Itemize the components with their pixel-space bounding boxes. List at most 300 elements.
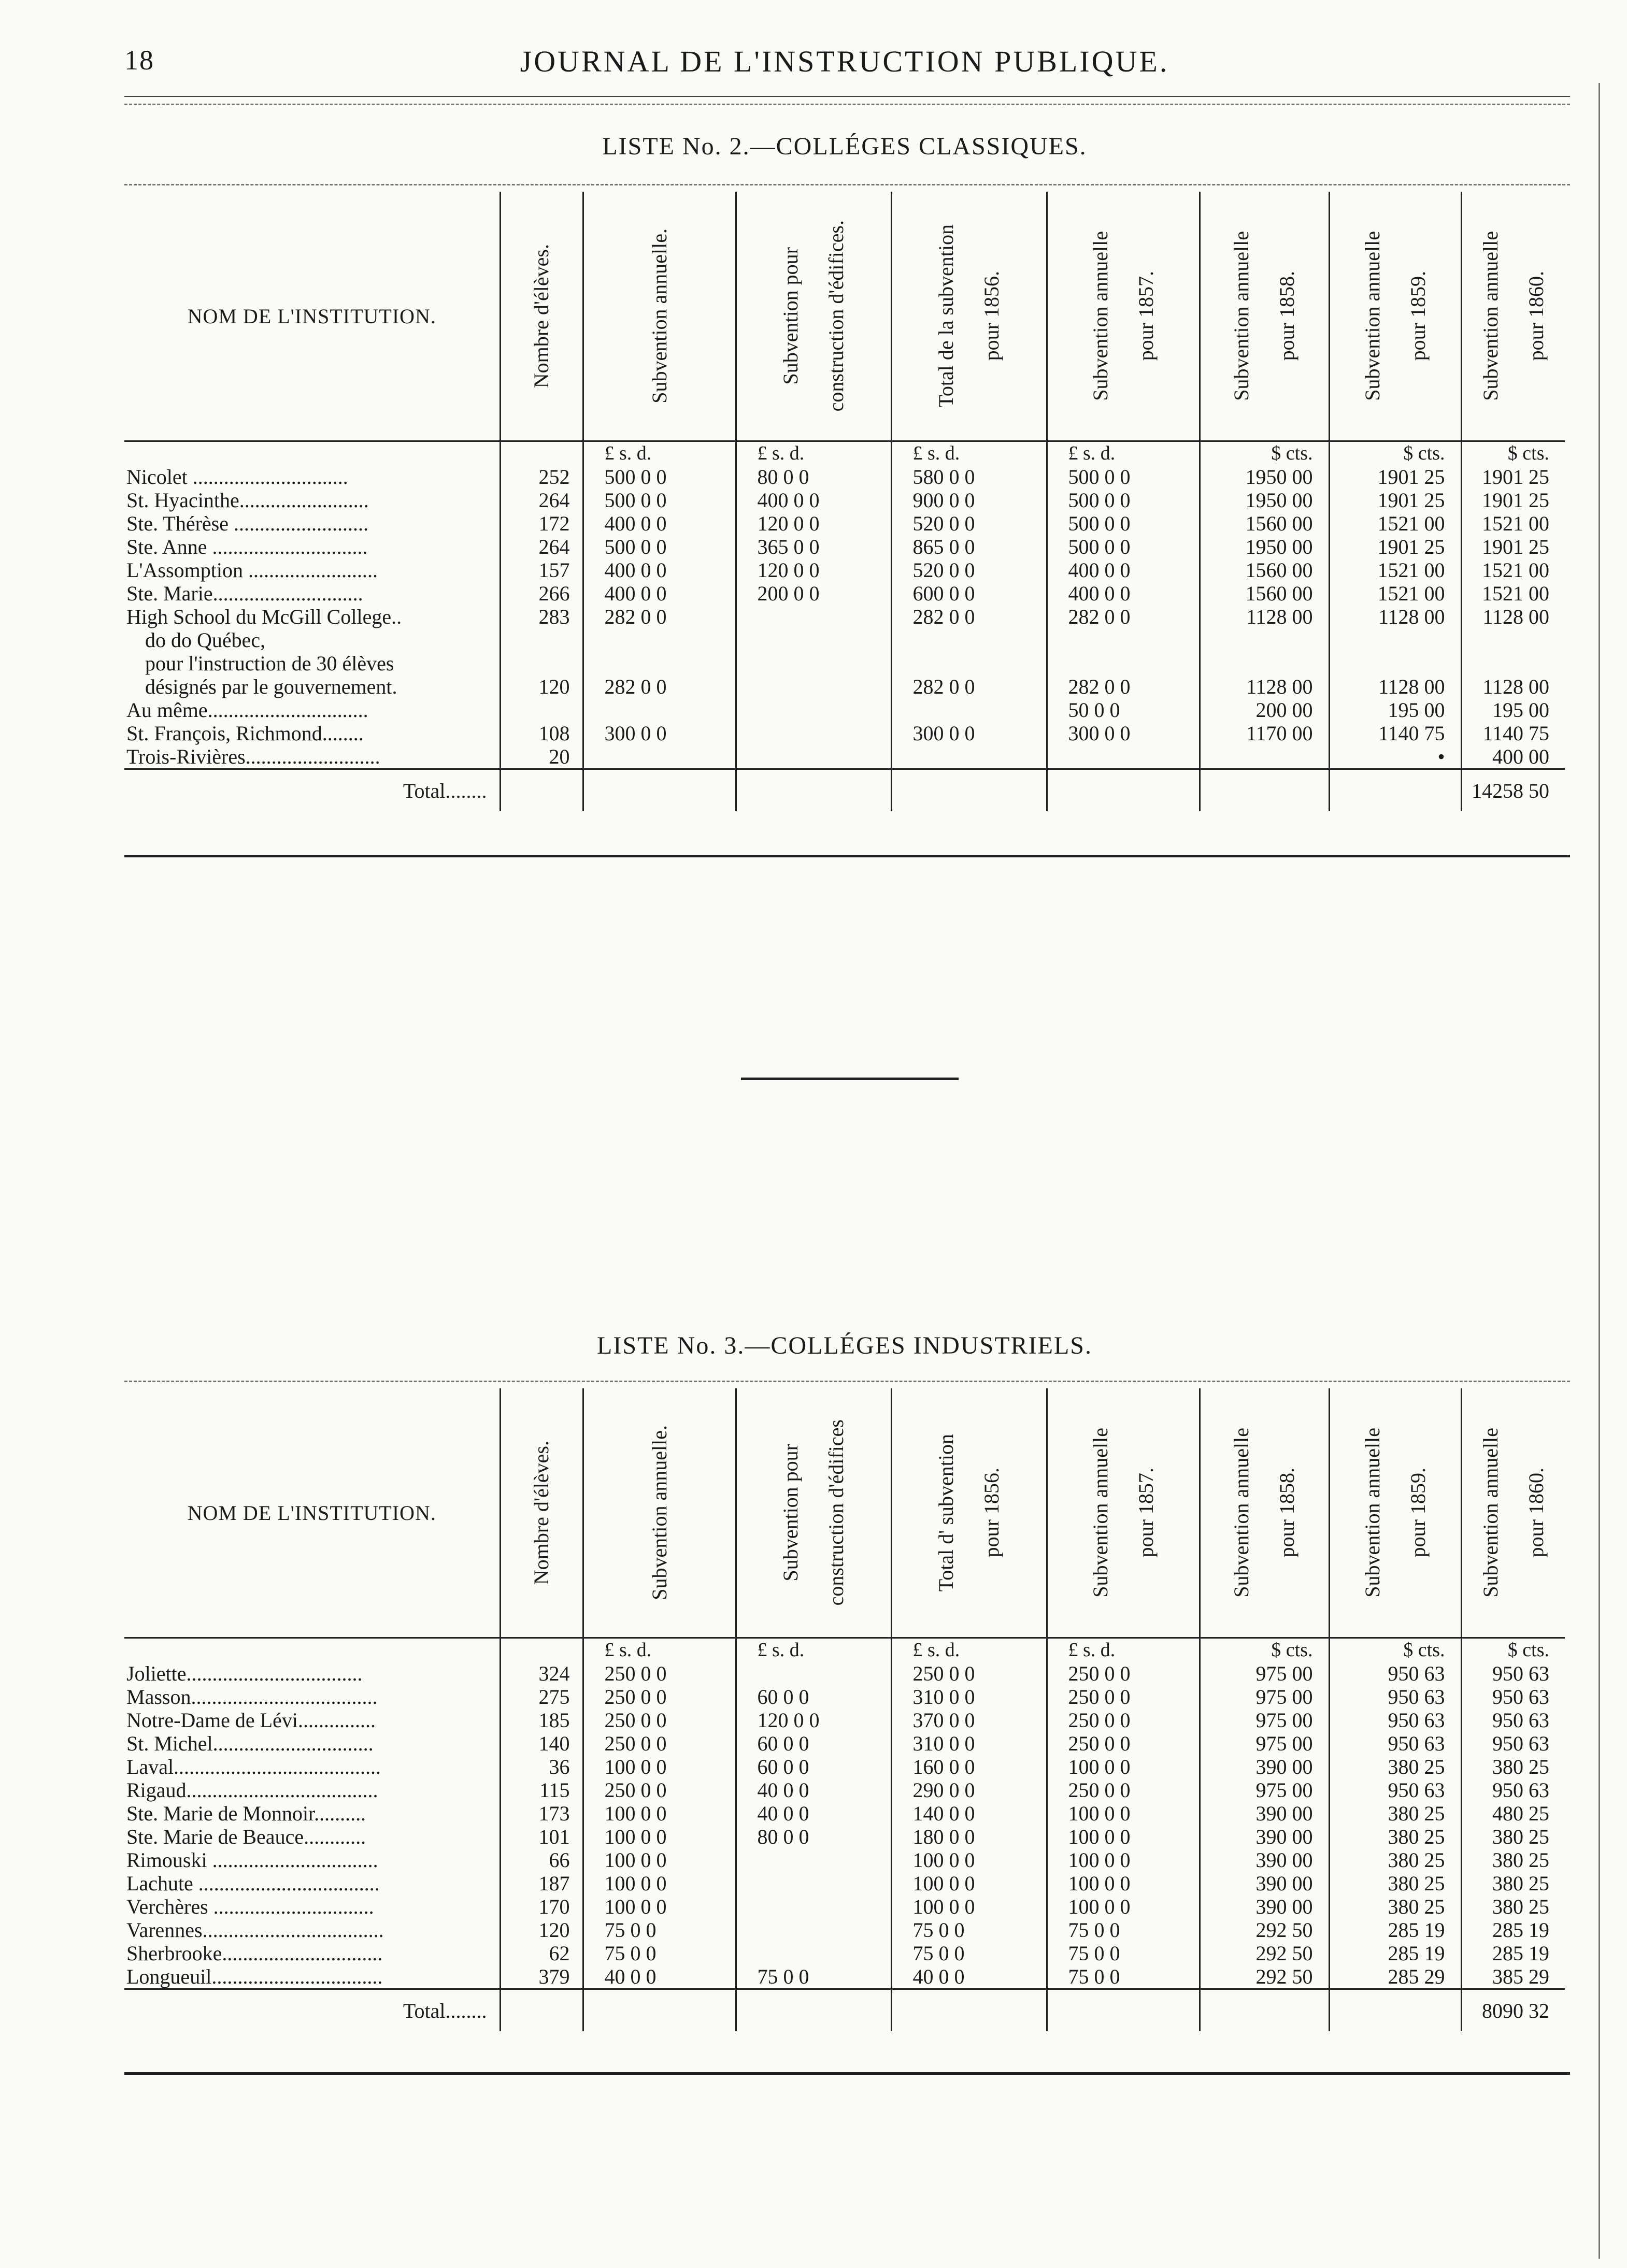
subvention-value: 100 0 0 bbox=[583, 1872, 736, 1895]
subvention-1857-value: 100 0 0 bbox=[1047, 1802, 1200, 1825]
subvention-1857-value: 250 0 0 bbox=[1047, 1662, 1200, 1685]
institution-name: Rigaud..................................... bbox=[126, 1778, 378, 1802]
list3-unit-1858: $ cts. bbox=[1200, 1638, 1329, 1662]
subvention-1858-value: 975 00 bbox=[1200, 1778, 1329, 1802]
list2-rule-bottom bbox=[124, 855, 1570, 857]
eleves-value: 264 bbox=[500, 489, 583, 512]
total-value: 180 0 0 bbox=[891, 1825, 1047, 1848]
construction-value bbox=[736, 628, 891, 652]
list3-header-1857-1: Subvention annuelle bbox=[1088, 1428, 1112, 1598]
table-row bbox=[124, 1778, 1565, 1802]
list2-title: LISTE No. 2.—COLLÉGES CLASSIQUES. bbox=[602, 133, 1087, 160]
subvention-value bbox=[583, 628, 736, 652]
subvention-1859-value: 1521 00 bbox=[1329, 558, 1461, 582]
table-row bbox=[124, 1709, 1565, 1732]
subvention-1857-value: 282 0 0 bbox=[1047, 605, 1200, 628]
list2-units-row bbox=[124, 441, 1565, 466]
subvention-value: 100 0 0 bbox=[583, 1802, 736, 1825]
subvention-1858-value: 1560 00 bbox=[1200, 558, 1329, 582]
list3-unit-construction: £ s. d. bbox=[736, 1638, 891, 1662]
eleves-value: 266 bbox=[500, 582, 583, 605]
subvention-1858-value: 292 50 bbox=[1200, 1942, 1329, 1965]
construction-value bbox=[736, 1848, 891, 1872]
construction-value bbox=[736, 1895, 891, 1918]
list3-rule-bottom bbox=[124, 2072, 1570, 2075]
list2-header-1860-2: pour 1860. bbox=[1524, 271, 1548, 361]
list2-unit-construction: £ s. d. bbox=[736, 441, 891, 466]
subvention-1860-value: 380 25 bbox=[1461, 1825, 1565, 1848]
subvention-1859-value: 950 63 bbox=[1329, 1709, 1461, 1732]
institution-name: pour l'instruction de 30 élèves bbox=[145, 652, 394, 675]
institution-name: St. Michel............................... bbox=[126, 1732, 374, 1755]
list2-header-1859-1: Subvention annuelle bbox=[1360, 231, 1384, 401]
eleves-value: 173 bbox=[500, 1802, 583, 1825]
subvention-1858-value: 1128 00 bbox=[1200, 675, 1329, 698]
header-rule-dash bbox=[124, 104, 1570, 105]
subvention-1859-value bbox=[1329, 652, 1461, 675]
journal-title: JOURNAL DE L'INSTRUCTION PUBLIQUE. bbox=[520, 45, 1169, 78]
subvention-1859-value: 285 29 bbox=[1329, 1965, 1461, 1989]
subvention-1858-value bbox=[1200, 745, 1329, 769]
table-row bbox=[124, 628, 1565, 652]
list2-header-1857-2: pour 1857. bbox=[1134, 271, 1158, 361]
construction-value bbox=[736, 1942, 891, 1965]
total-value bbox=[891, 652, 1047, 675]
section-separator bbox=[741, 1078, 959, 1080]
page-header bbox=[124, 44, 1565, 80]
subvention-1860-value: 285 19 bbox=[1461, 1918, 1565, 1942]
subvention-1858-value: 975 00 bbox=[1200, 1709, 1329, 1732]
list2-total-row bbox=[124, 769, 1565, 812]
header-rule-top bbox=[124, 96, 1570, 97]
subvention-1857-value bbox=[1047, 745, 1200, 769]
eleves-value: 283 bbox=[500, 605, 583, 628]
subvention-1860-value: 480 25 bbox=[1461, 1802, 1565, 1825]
institution-name: Longueuil................................. bbox=[126, 1965, 383, 1988]
list3-header-construction-2: construction d'édifices bbox=[824, 1419, 848, 1606]
institution-name: High School du McGill College.. bbox=[126, 605, 402, 628]
list2-unit-subvention: £ s. d. bbox=[583, 441, 736, 466]
subvention-1859-value: 380 25 bbox=[1329, 1895, 1461, 1918]
subvention-1859-value: 380 25 bbox=[1329, 1802, 1461, 1825]
list2-unit-total: £ s. d. bbox=[891, 441, 1047, 466]
eleves-value: 108 bbox=[500, 722, 583, 745]
list3-header-total-1: Total d' subvention bbox=[934, 1433, 958, 1592]
institution-name: Verchères ............................... bbox=[126, 1895, 374, 1918]
subvention-1857-value: 250 0 0 bbox=[1047, 1732, 1200, 1755]
list2-header-construction-1: Subvention pour bbox=[779, 247, 802, 385]
list2-header-construction-2: construction d'édifices. bbox=[824, 220, 848, 412]
eleves-value: 252 bbox=[500, 465, 583, 489]
list3-header-1860-1: Subvention annuelle bbox=[1478, 1428, 1502, 1598]
construction-value: 75 0 0 bbox=[736, 1965, 891, 1989]
subvention-1859-value: 380 25 bbox=[1329, 1848, 1461, 1872]
table-row bbox=[124, 535, 1565, 558]
subvention-1858-value: 390 00 bbox=[1200, 1848, 1329, 1872]
subvention-1860-value: 950 63 bbox=[1461, 1662, 1565, 1685]
subvention-1857-value: 250 0 0 bbox=[1047, 1709, 1200, 1732]
subvention-1858-value: 390 00 bbox=[1200, 1802, 1329, 1825]
institution-name: Notre-Dame de Lévi............... bbox=[126, 1709, 376, 1732]
subvention-value: 400 0 0 bbox=[583, 558, 736, 582]
list3-header-subvention: Subvention annuelle. bbox=[647, 1425, 671, 1600]
construction-value: 400 0 0 bbox=[736, 489, 891, 512]
construction-value: 40 0 0 bbox=[736, 1778, 891, 1802]
list3-unit-subvention: £ s. d. bbox=[583, 1638, 736, 1662]
institution-name: Ste. Marie de Beauce............ bbox=[126, 1825, 366, 1848]
construction-value: 120 0 0 bbox=[736, 558, 891, 582]
list2-unit-1860: $ cts. bbox=[1461, 441, 1565, 466]
subvention-value: 400 0 0 bbox=[583, 512, 736, 535]
list2-header-1858-2: pour 1858. bbox=[1275, 271, 1298, 361]
subvention-1859-value: 1128 00 bbox=[1329, 605, 1461, 628]
subvention-1859-value: 380 25 bbox=[1329, 1872, 1461, 1895]
subvention-value: 40 0 0 bbox=[583, 1965, 736, 1989]
subvention-1858-value: 975 00 bbox=[1200, 1685, 1329, 1709]
subvention-1858-value: 390 00 bbox=[1200, 1825, 1329, 1848]
table-row bbox=[124, 1662, 1565, 1685]
subvention-value: 100 0 0 bbox=[583, 1848, 736, 1872]
table-row bbox=[124, 722, 1565, 745]
institution-name: Rimouski ................................ bbox=[126, 1848, 378, 1872]
subvention-1857-value: 75 0 0 bbox=[1047, 1965, 1200, 1989]
subvention-value: 282 0 0 bbox=[583, 675, 736, 698]
table-row bbox=[124, 1895, 1565, 1918]
list2-unit-1857: £ s. d. bbox=[1047, 441, 1200, 466]
eleves-value bbox=[500, 628, 583, 652]
eleves-value: 115 bbox=[500, 1778, 583, 1802]
institution-name: L'Assomption ......................... bbox=[126, 558, 378, 582]
list3-body bbox=[124, 1662, 1565, 1989]
institution-name: Varennes................................... bbox=[126, 1918, 384, 1942]
subvention-value: 75 0 0 bbox=[583, 1918, 736, 1942]
list3-unit-total: £ s. d. bbox=[891, 1638, 1047, 1662]
total-value: 75 0 0 bbox=[891, 1918, 1047, 1942]
total-value: 40 0 0 bbox=[891, 1965, 1047, 1989]
subvention-1858-value: 1950 00 bbox=[1200, 489, 1329, 512]
list3-header-construction-1: Subvention pour bbox=[779, 1444, 802, 1582]
list2-header-1859-2: pour 1859. bbox=[1406, 271, 1430, 361]
eleves-value: 172 bbox=[500, 512, 583, 535]
subvention-1859-value: 1140 75 bbox=[1329, 722, 1461, 745]
list3-units-row bbox=[124, 1638, 1565, 1662]
table-row bbox=[124, 1685, 1565, 1709]
eleves-value: 157 bbox=[500, 558, 583, 582]
subvention-1858-value: 1950 00 bbox=[1200, 535, 1329, 558]
subvention-1860-value: 950 63 bbox=[1461, 1685, 1565, 1709]
subvention-1857-value: 75 0 0 bbox=[1047, 1942, 1200, 1965]
total-value: 900 0 0 bbox=[891, 489, 1047, 512]
total-value: 300 0 0 bbox=[891, 722, 1047, 745]
subvention-1860-value: 1521 00 bbox=[1461, 582, 1565, 605]
total-value: 520 0 0 bbox=[891, 558, 1047, 582]
institution-name: Laval........................................ bbox=[126, 1755, 381, 1778]
list2-total-label: Total........ bbox=[124, 769, 500, 812]
total-value: 290 0 0 bbox=[891, 1778, 1047, 1802]
table-row bbox=[124, 652, 1565, 675]
list3-header-eleves: Nombre d'élèves. bbox=[530, 1440, 553, 1585]
subvention-1859-value: 1128 00 bbox=[1329, 675, 1461, 698]
list3-unit-1860: $ cts. bbox=[1461, 1638, 1565, 1662]
table-row bbox=[124, 1732, 1565, 1755]
total-value: 580 0 0 bbox=[891, 465, 1047, 489]
institution-name: St. Hyacinthe......................... bbox=[126, 489, 369, 512]
list2-total-value: 14258 50 bbox=[1461, 769, 1565, 812]
table-row bbox=[124, 1942, 1565, 1965]
eleves-value bbox=[500, 652, 583, 675]
list3-unit-1859: $ cts. bbox=[1329, 1638, 1461, 1662]
subvention-1860-value: 1140 75 bbox=[1461, 722, 1565, 745]
subvention-1860-value bbox=[1461, 652, 1565, 675]
eleves-value: 324 bbox=[500, 1662, 583, 1685]
subvention-1859-value: 1901 25 bbox=[1329, 465, 1461, 489]
institution-name: Sherbrooke............................... bbox=[126, 1942, 383, 1965]
subvention-value: 100 0 0 bbox=[583, 1895, 736, 1918]
eleves-value: 66 bbox=[500, 1848, 583, 1872]
list3-header-1857-2: pour 1857. bbox=[1134, 1468, 1158, 1558]
list3-rule-top bbox=[124, 1381, 1570, 1382]
table-row bbox=[124, 465, 1565, 489]
subvention-1858-value: 975 00 bbox=[1200, 1732, 1329, 1755]
subvention-value: 100 0 0 bbox=[583, 1825, 736, 1848]
table-row bbox=[124, 675, 1565, 698]
subvention-1857-value: 500 0 0 bbox=[1047, 512, 1200, 535]
construction-value bbox=[736, 652, 891, 675]
list3-header-1859-1: Subvention annuelle bbox=[1360, 1428, 1384, 1598]
construction-value: 200 0 0 bbox=[736, 582, 891, 605]
list3-unit-1857: £ s. d. bbox=[1047, 1638, 1200, 1662]
institution-name: Ste. Marie............................. bbox=[126, 582, 363, 605]
subvention-1859-value: 1901 25 bbox=[1329, 535, 1461, 558]
list2-body bbox=[124, 465, 1565, 769]
subvention-1857-value: 100 0 0 bbox=[1047, 1825, 1200, 1848]
subvention-1860-value: 1901 25 bbox=[1461, 489, 1565, 512]
subvention-1859-value bbox=[1329, 628, 1461, 652]
construction-value: 120 0 0 bbox=[736, 1709, 891, 1732]
construction-value bbox=[736, 1662, 891, 1685]
subvention-1857-value: 50 0 0 bbox=[1047, 698, 1200, 722]
total-value: 75 0 0 bbox=[891, 1942, 1047, 1965]
subvention-1860-value: 950 63 bbox=[1461, 1732, 1565, 1755]
institution-name: St. François, Richmond........ bbox=[126, 722, 364, 745]
total-value: 310 0 0 bbox=[891, 1732, 1047, 1755]
list3-title: LISTE No. 3.—COLLÉGES INDUSTRIELS. bbox=[597, 1332, 1092, 1359]
subvention-1858-value: 292 50 bbox=[1200, 1918, 1329, 1942]
construction-value: 60 0 0 bbox=[736, 1732, 891, 1755]
subvention-1860-value: 400 00 bbox=[1461, 745, 1565, 769]
eleves-value: 140 bbox=[500, 1732, 583, 1755]
list2-header-1857-1: Subvention annuelle bbox=[1088, 231, 1112, 401]
subvention-1858-value: 975 00 bbox=[1200, 1662, 1329, 1685]
total-value: 520 0 0 bbox=[891, 512, 1047, 535]
subvention-1859-value: 380 25 bbox=[1329, 1755, 1461, 1778]
list2-unit-1858: $ cts. bbox=[1200, 441, 1329, 466]
list3-header-1858-2: pour 1858. bbox=[1275, 1468, 1298, 1558]
subvention-value: 250 0 0 bbox=[583, 1685, 736, 1709]
construction-value: 60 0 0 bbox=[736, 1685, 891, 1709]
subvention-1857-value: 100 0 0 bbox=[1047, 1755, 1200, 1778]
total-value: 250 0 0 bbox=[891, 1662, 1047, 1685]
list2-header-total-2: pour 1856. bbox=[980, 271, 1003, 361]
subvention-1858-value: 1128 00 bbox=[1200, 605, 1329, 628]
subvention-value bbox=[583, 698, 736, 722]
subvention-1860-value: 380 25 bbox=[1461, 1755, 1565, 1778]
list3-table bbox=[124, 1388, 1565, 2031]
table-row bbox=[124, 1755, 1565, 1778]
subvention-1857-value: 282 0 0 bbox=[1047, 675, 1200, 698]
subvention-value: 250 0 0 bbox=[583, 1709, 736, 1732]
page-edge-line bbox=[1599, 83, 1600, 2259]
subvention-1859-value: 950 63 bbox=[1329, 1778, 1461, 1802]
list3-total-value: 8090 32 bbox=[1461, 1989, 1565, 2032]
subvention-1859-value: 950 63 bbox=[1329, 1732, 1461, 1755]
subvention-value: 250 0 0 bbox=[583, 1732, 736, 1755]
table-row bbox=[124, 489, 1565, 512]
list2-table bbox=[124, 192, 1565, 811]
subvention-1859-value: 1521 00 bbox=[1329, 512, 1461, 535]
page-number: 18 bbox=[124, 45, 154, 76]
construction-value bbox=[736, 1872, 891, 1895]
eleves-value: 275 bbox=[500, 1685, 583, 1709]
total-value bbox=[891, 698, 1047, 722]
subvention-1860-value: 380 25 bbox=[1461, 1895, 1565, 1918]
total-value: 100 0 0 bbox=[891, 1895, 1047, 1918]
subvention-1857-value: 250 0 0 bbox=[1047, 1778, 1200, 1802]
institution-name: do do Québec, bbox=[145, 628, 266, 652]
list3-header-institution: NOM DE L'INSTITUTION. bbox=[124, 1388, 500, 1638]
subvention-value: 75 0 0 bbox=[583, 1942, 736, 1965]
subvention-1857-value: 400 0 0 bbox=[1047, 582, 1200, 605]
list2-header-1858-1: Subvention annuelle bbox=[1230, 231, 1253, 401]
subvention-1857-value: 250 0 0 bbox=[1047, 1685, 1200, 1709]
subvention-1860-value: 195 00 bbox=[1461, 698, 1565, 722]
subvention-1857-value bbox=[1047, 628, 1200, 652]
subvention-1859-value: 1521 00 bbox=[1329, 582, 1461, 605]
list3-total-label: Total........ bbox=[124, 1989, 500, 2032]
construction-value bbox=[736, 675, 891, 698]
list2-header-subvention: Subvention annuelle. bbox=[647, 228, 671, 404]
subvention-1858-value: 1170 00 bbox=[1200, 722, 1329, 745]
eleves-value: 62 bbox=[500, 1942, 583, 1965]
subvention-1860-value: 1521 00 bbox=[1461, 558, 1565, 582]
table-row bbox=[124, 1965, 1565, 1989]
table-row bbox=[124, 698, 1565, 722]
list3-total-row bbox=[124, 1989, 1565, 2032]
subvention-1857-value: 500 0 0 bbox=[1047, 535, 1200, 558]
total-value: 310 0 0 bbox=[891, 1685, 1047, 1709]
list3-header-1860-2: pour 1860. bbox=[1524, 1468, 1548, 1558]
subvention-value: 500 0 0 bbox=[583, 489, 736, 512]
subvention-1857-value: 500 0 0 bbox=[1047, 465, 1200, 489]
eleves-value: 187 bbox=[500, 1872, 583, 1895]
construction-value: 40 0 0 bbox=[736, 1802, 891, 1825]
subvention-1858-value: 292 50 bbox=[1200, 1965, 1329, 1989]
eleves-value bbox=[500, 698, 583, 722]
institution-name: Au même............................... bbox=[126, 698, 368, 722]
construction-value bbox=[736, 1918, 891, 1942]
institution-name: Lachute ................................... bbox=[126, 1872, 380, 1895]
construction-value bbox=[736, 698, 891, 722]
subvention-1859-value: 285 19 bbox=[1329, 1918, 1461, 1942]
table-row bbox=[124, 558, 1565, 582]
total-value: 100 0 0 bbox=[891, 1872, 1047, 1895]
subvention-1858-value bbox=[1200, 628, 1329, 652]
table-row bbox=[124, 512, 1565, 535]
total-value bbox=[891, 628, 1047, 652]
institution-name: Joliette.................................. bbox=[126, 1662, 363, 1685]
subvention-1860-value: 385 29 bbox=[1461, 1965, 1565, 1989]
subvention-1858-value: 1560 00 bbox=[1200, 582, 1329, 605]
eleves-value: 120 bbox=[500, 1918, 583, 1942]
eleves-value: 101 bbox=[500, 1825, 583, 1848]
total-value: 282 0 0 bbox=[891, 605, 1047, 628]
total-value: 140 0 0 bbox=[891, 1802, 1047, 1825]
eleves-value: 379 bbox=[500, 1965, 583, 1989]
table-row bbox=[124, 1848, 1565, 1872]
subvention-1859-value: 195 00 bbox=[1329, 698, 1461, 722]
subvention-1860-value: 380 25 bbox=[1461, 1848, 1565, 1872]
table-row bbox=[124, 582, 1565, 605]
table-row bbox=[124, 605, 1565, 628]
subvention-1859-value: 380 25 bbox=[1329, 1825, 1461, 1848]
total-value bbox=[891, 745, 1047, 769]
subvention-1860-value: 950 63 bbox=[1461, 1709, 1565, 1732]
list2-header-eleves: Nombre d'élèves. bbox=[530, 243, 553, 389]
eleves-value: 185 bbox=[500, 1709, 583, 1732]
total-value: 370 0 0 bbox=[891, 1709, 1047, 1732]
eleves-value: 20 bbox=[500, 745, 583, 769]
total-value: 865 0 0 bbox=[891, 535, 1047, 558]
subvention-1859-value: • bbox=[1329, 745, 1461, 769]
table-row bbox=[124, 1825, 1565, 1848]
institution-name: désignés par le gouvernement. bbox=[145, 675, 397, 698]
subvention-value: 500 0 0 bbox=[583, 465, 736, 489]
subvention-value: 250 0 0 bbox=[583, 1662, 736, 1685]
list3-header-1858-1: Subvention annuelle bbox=[1230, 1428, 1253, 1598]
total-value: 282 0 0 bbox=[891, 675, 1047, 698]
eleves-value: 120 bbox=[500, 675, 583, 698]
list3-header-total-2: pour 1856. bbox=[980, 1468, 1003, 1558]
subvention-1858-value: 1560 00 bbox=[1200, 512, 1329, 535]
subvention-value: 500 0 0 bbox=[583, 535, 736, 558]
subvention-1858-value: 200 00 bbox=[1200, 698, 1329, 722]
table-row bbox=[124, 1872, 1565, 1895]
institution-name: Ste. Anne .............................. bbox=[126, 535, 368, 558]
construction-value: 120 0 0 bbox=[736, 512, 891, 535]
construction-value bbox=[736, 605, 891, 628]
subvention-1860-value: 950 63 bbox=[1461, 1778, 1565, 1802]
subvention-1859-value: 1901 25 bbox=[1329, 489, 1461, 512]
subvention-1857-value: 100 0 0 bbox=[1047, 1872, 1200, 1895]
list2-unit-1859: $ cts. bbox=[1329, 441, 1461, 466]
subvention-1858-value: 390 00 bbox=[1200, 1872, 1329, 1895]
list2-header-total-1: Total de la subvention bbox=[934, 224, 958, 408]
subvention-1860-value: 1128 00 bbox=[1461, 675, 1565, 698]
eleves-value: 36 bbox=[500, 1755, 583, 1778]
subvention-1860-value: 380 25 bbox=[1461, 1872, 1565, 1895]
subvention-value: 250 0 0 bbox=[583, 1778, 736, 1802]
institution-name: Ste. Marie de Monnoir.......... bbox=[126, 1802, 366, 1825]
construction-value bbox=[736, 745, 891, 769]
subvention-1859-value: 950 63 bbox=[1329, 1662, 1461, 1685]
construction-value: 80 0 0 bbox=[736, 1825, 891, 1848]
subvention-value bbox=[583, 652, 736, 675]
total-value: 600 0 0 bbox=[891, 582, 1047, 605]
eleves-value: 264 bbox=[500, 535, 583, 558]
construction-value: 365 0 0 bbox=[736, 535, 891, 558]
subvention-1857-value: 300 0 0 bbox=[1047, 722, 1200, 745]
subvention-1858-value: 390 00 bbox=[1200, 1755, 1329, 1778]
